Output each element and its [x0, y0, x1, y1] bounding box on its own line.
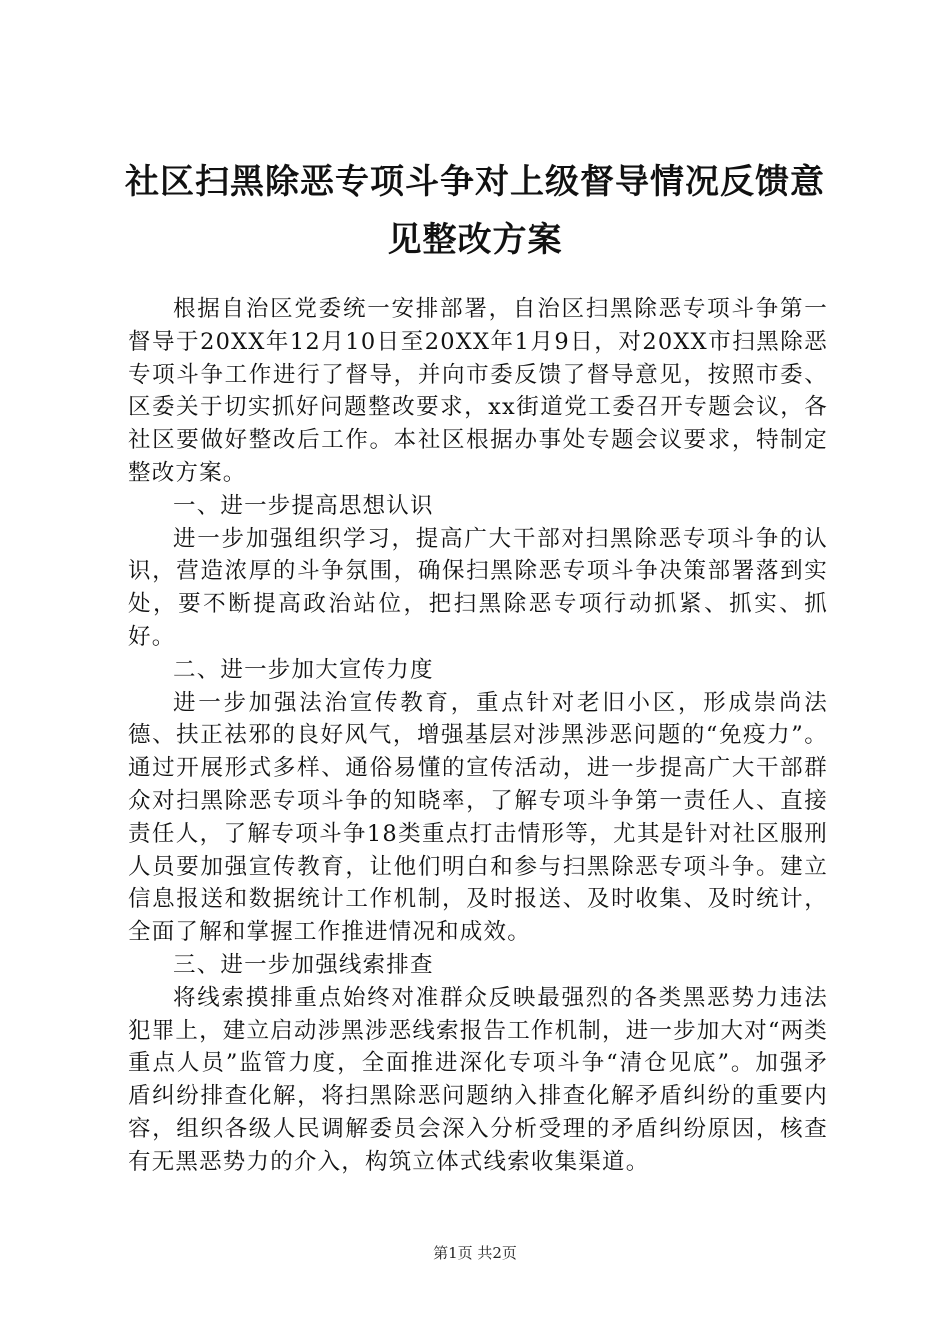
document-body [128, 293, 828, 1179]
section-paragraph-3: 将线索摸排重点始终对准群众反映最强烈的各类黑恶势力违法犯罪上，建立启动涉黑涉恶线索报告工作机制，进一步加大对“两类重点人员”监管力度，全面推进深化专项斗争“清仓见底”。加强矛盾纠纷排查化解，将扫黑除恶问题纳入排查化解矛盾纠纷的重要内容，组织各级人民调解委员会深入分析受理的矛盾纠纷原因，核查有无黑恶势力的介入，构筑立体式线索收集渠道。 [128, 984, 829, 1175]
page-number-footer: 第1页 共2页 [433, 1244, 517, 1262]
section-heading-2: 二、进一步加大宣传力度 [173, 656, 434, 683]
document-title-line-2: 见整改方案 [387, 220, 563, 260]
section-heading-3: 三、进一步加强线索排查 [173, 951, 434, 978]
document-title-line-1: 社区扫黑除恶专项斗争对上级督导情况反馈意 [125, 162, 825, 202]
section-paragraph-2: 进一步加强法治宣传教育，重点针对老旧小区，形成崇尚法德、扶正祛邪的良好风气，增强基层对涉黑涉恶问题的“免疫力”。通过开展形式多样、通俗易懂的宣传活动，进一步提高广大干部群众对扫黑除恶专项斗争的知晓率，了解专项斗争第一责任人、直接责任人，了解专项斗争18类重点打击情形等，尤其是针对社区服刑人员要加强宣传教育，让他们明白和参与扫黑除恶专项斗争。建立信息报送和数据统计工作机制，及时报送、及时收集、及时统计，全面了解和掌握工作推进情况和成效。 [128, 689, 828, 946]
intro-paragraph: 根据自治区党委统一安排部署，自治区扫黑除恶专项斗争第一督导于20XX年12月10日至20XX年1月9日，对20XX市扫黑除恶专项斗争工作进行了督导，并向市委反馈了督导意见，按照市委、区委关于切实抓好问题整改要求，xx街道党工委召开专题会议，各社区要做好整改后工作。本社区根据办事处专题会议要求，特制定整改方案。 [128, 296, 828, 486]
section-heading-1: 一、进一步提高思想认识 [173, 492, 434, 519]
section-paragraph-1: 进一步加强组织学习，提高广大干部对扫黑除恶专项斗争的认识，营造浓厚的斗争氛围，确保扫黑除恶专项斗争决策部署落到实处，要不断提高政治站位，把扫黑除恶专项行动抓紧、抓实、抓好。 [128, 525, 828, 650]
